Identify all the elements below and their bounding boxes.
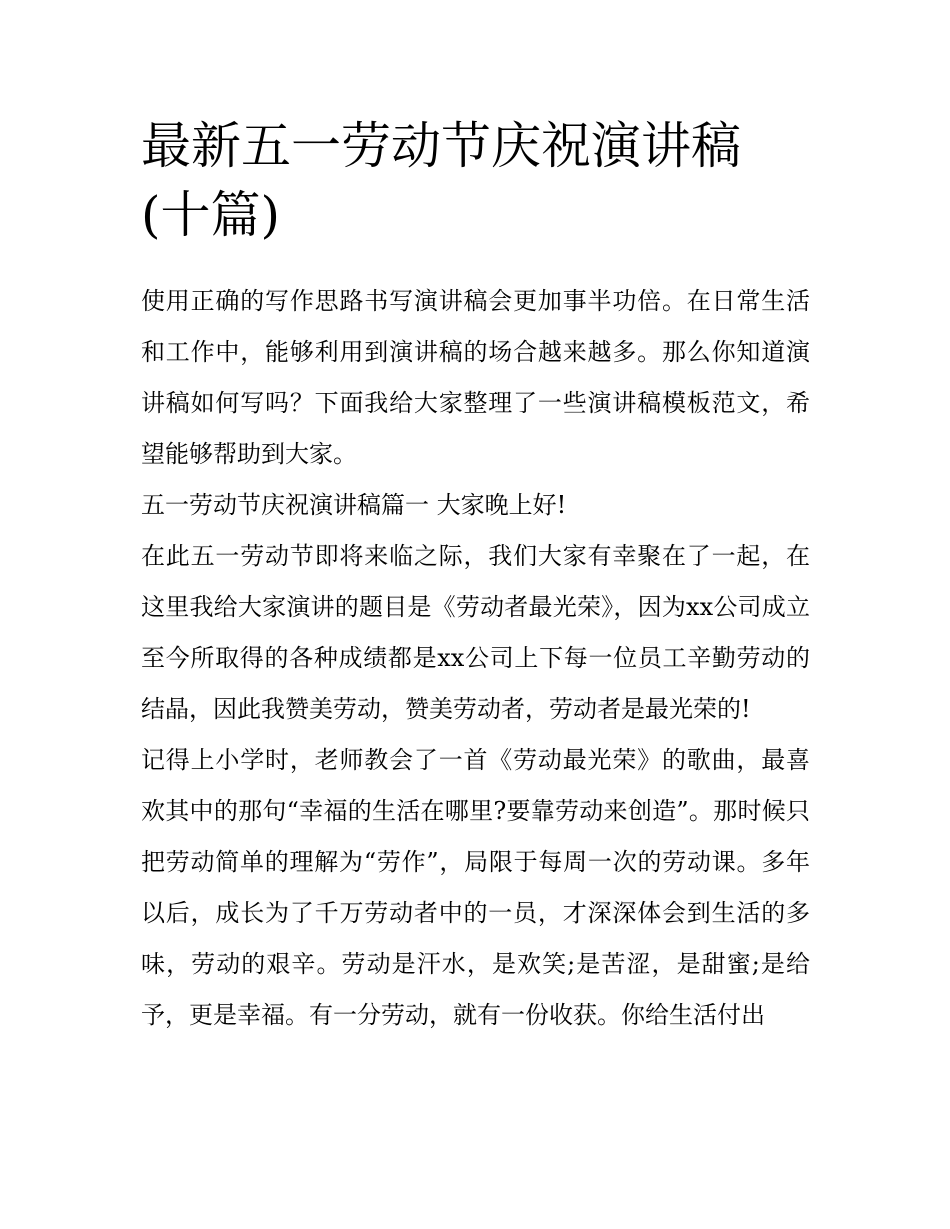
paragraph-body-1: 在此五一劳动节即将来临之际，我们大家有幸聚在了一起，在这里我给大家演讲的题目是《劳动者最光荣》，因为xx公司成立至今所取得的各种成绩都是xx公司上下每一位员工辛勤劳动的结晶，因此我赞美劳动，赞美劳动者，劳动者是最光荣的! <box>141 542 810 723</box>
paragraph-intro: 使用正确的写作思路书写演讲稿会更加事半功倍。在日常生活和工作中，能够利用到演讲稿的场合越来越多。那么你知道演讲稿如何写吗？下面我给大家整理了一些演讲稿模板范文，希望能够帮助到大家。 <box>141 287 810 468</box>
document-title: 最新五一劳动节庆祝演讲稿(十篇) <box>141 117 741 244</box>
paragraph-section-heading: 五一劳动节庆祝演讲稿篇一 大家晚上好! <box>141 491 567 519</box>
title-spacing <box>141 250 810 276</box>
document-body <box>141 112 810 1041</box>
paragraph-body-2: 记得上小学时，老师教会了一首《劳动最光荣》的歌曲，最喜欢其中的那句“幸福的生活在哪里?要靠劳动来创造”。那时候只把劳动简单的理解为“劳作”，局限于每周一次的劳动课。多年以后，成长为了千万劳动者中的一员，才深深体会到生活的多味，劳动的艰辛。劳动是汗水，是欢笑;是苦涩，是甜蜜;是给予，更是幸福。有一分劳动，就有一份收获。你给生活付出 <box>141 746 810 1029</box>
